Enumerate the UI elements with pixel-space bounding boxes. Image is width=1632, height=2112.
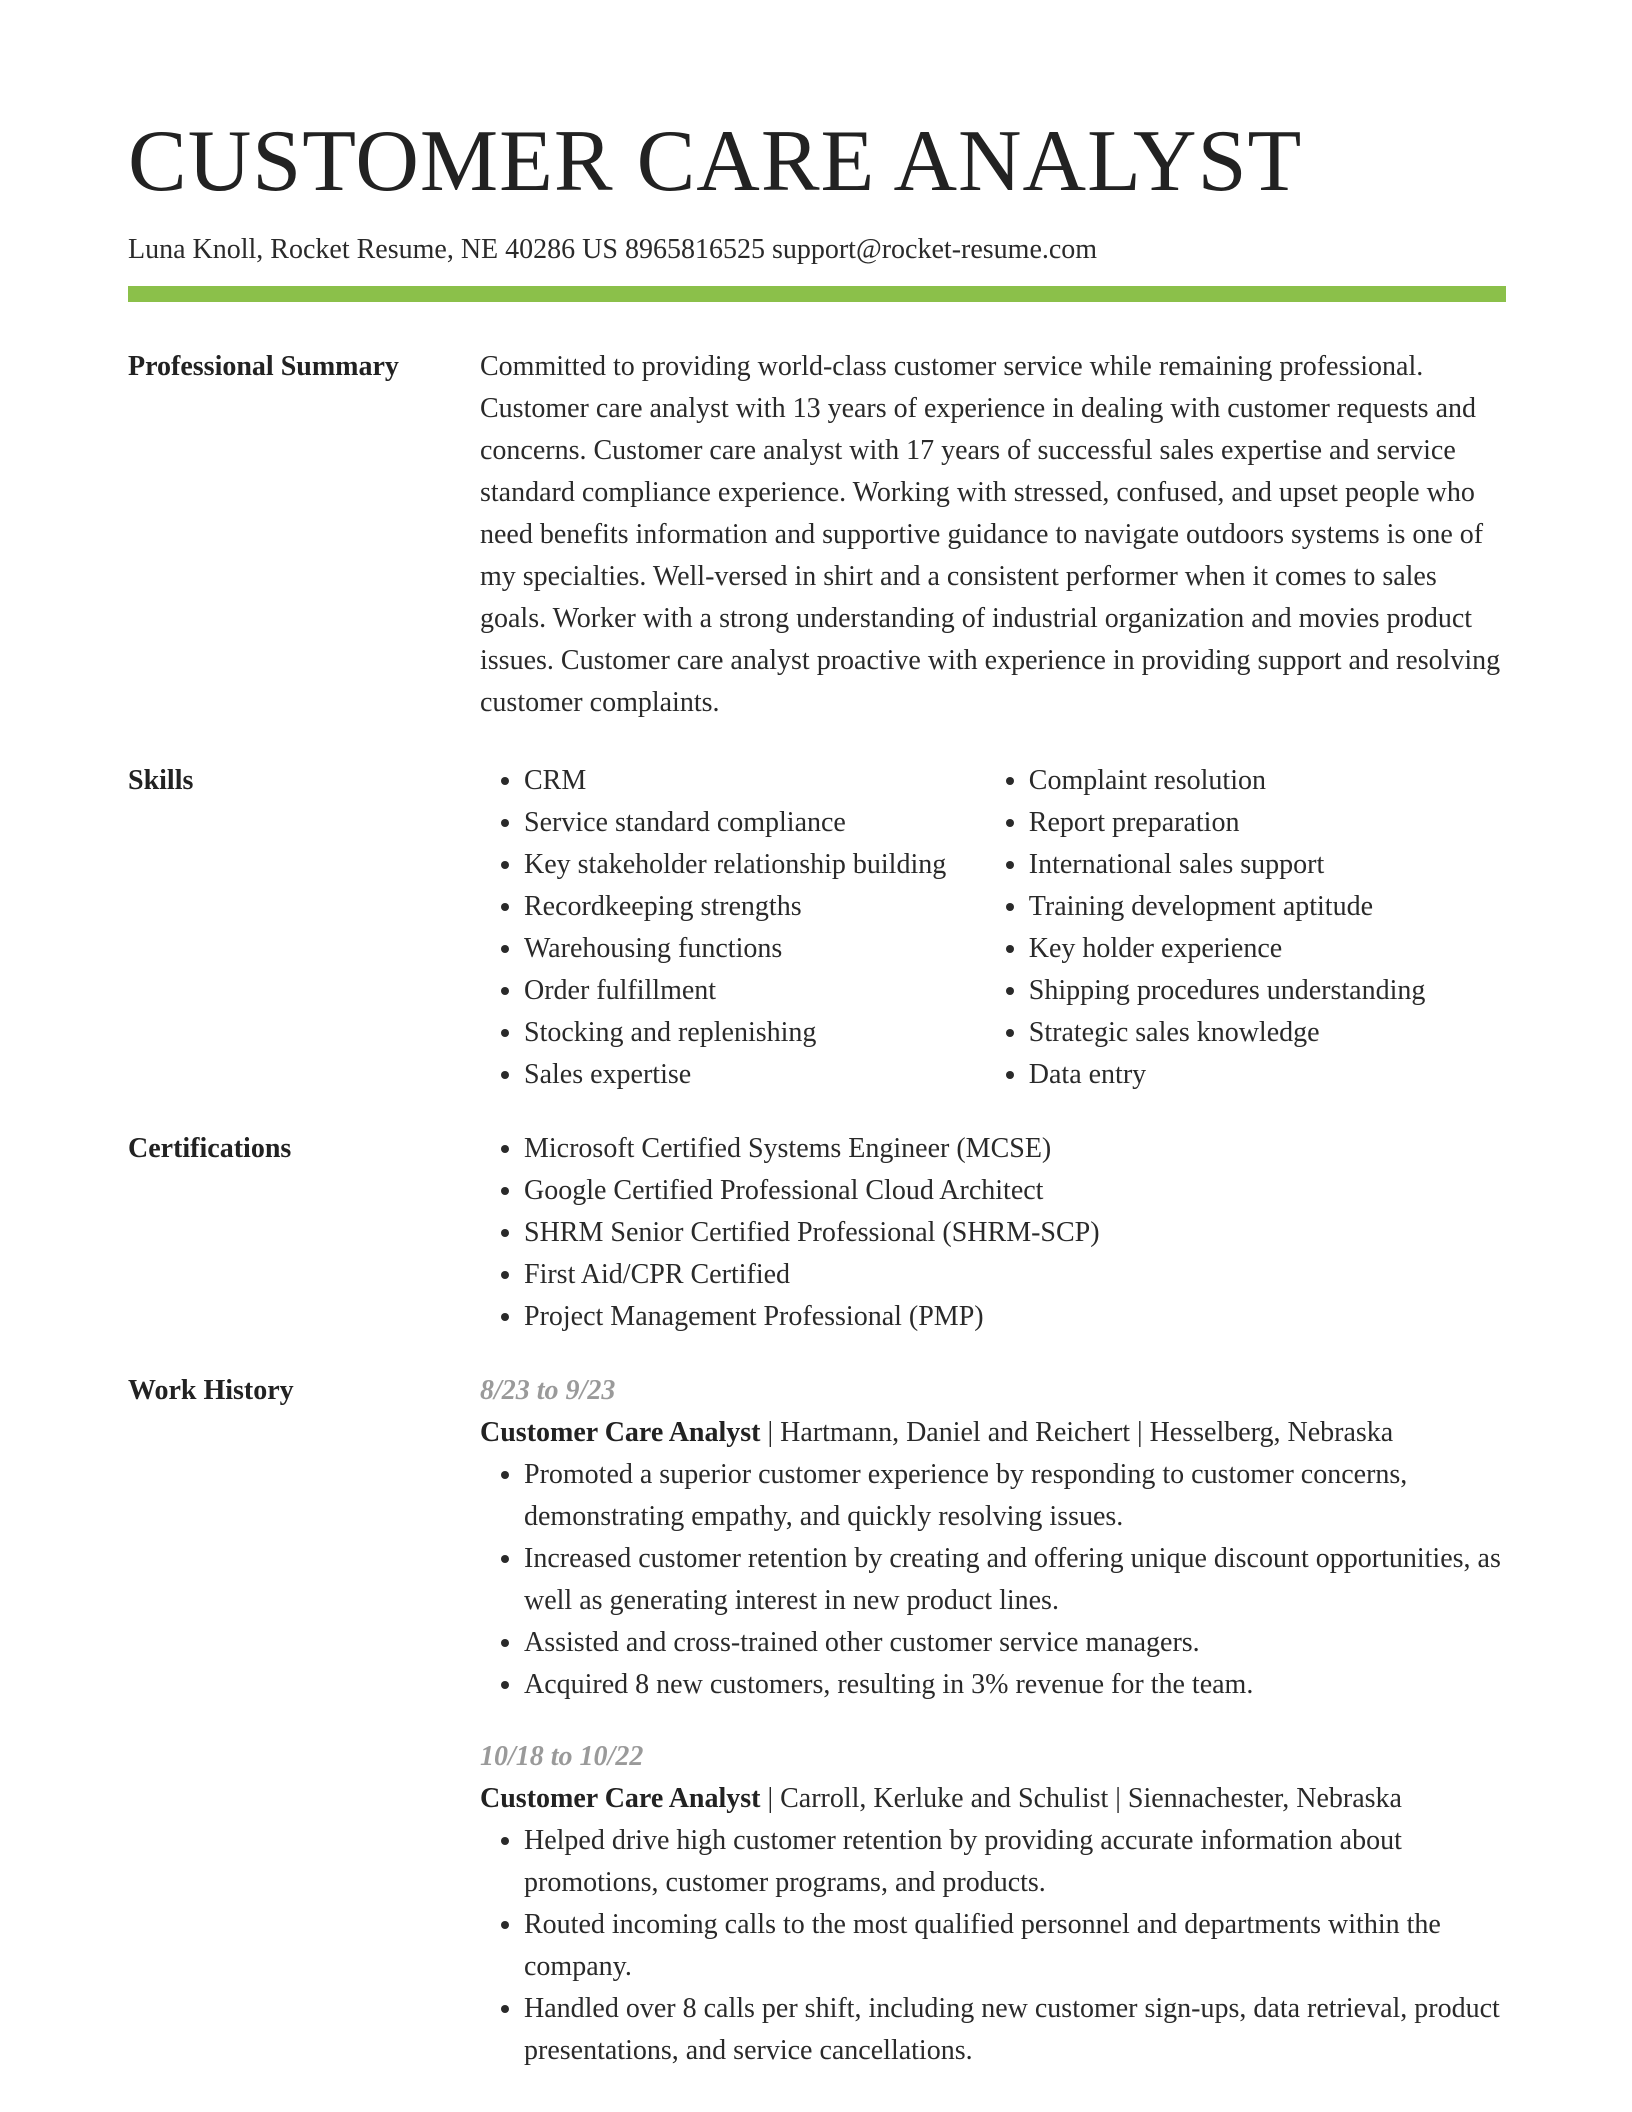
skill-item: • Strategic sales knowledge — [1029, 1012, 1506, 1054]
job-dates: 10/18 to 10/22 — [480, 1741, 644, 1772]
skills-list-right — [985, 760, 1506, 1096]
skill-item: • Key stakeholder relationship building — [524, 844, 985, 886]
certification-item: • Microsoft Certified Systems Engineer (MCSE) — [524, 1128, 1506, 1170]
job-bullet: • Assisted and cross-trained other customer service managers. — [524, 1622, 1506, 1664]
job-heading — [480, 1778, 1506, 1820]
certification-item: • First Aid/CPR Certified — [524, 1254, 1506, 1296]
certifications-list — [480, 1128, 1506, 1338]
job-dates: 8/23 to 9/23 — [480, 1375, 616, 1406]
skill-item: • Recordkeeping strengths — [524, 886, 985, 928]
job-bullet: • Promoted a superior customer experience by responding to customer concerns, demonstrating empathy, and quickly resolving issues. — [524, 1454, 1506, 1538]
summary-text: Committed to providing world-class customer service while remaining professional. Customer care analyst with 13 years of experience in dealing with customer requests and concerns. Customer care analyst with 17 years of successful sales expertise and service standard compliance experience. Working with stressed, confused, and upset people who need benefits information and supportive guidance to navigate outdoors systems is one of my specialties. Well-versed in shirt and a consistent performer when it comes to sales goals. Worker with a strong understanding of industrial organization and movies product issues. Customer care analyst proactive with experience in providing support and resolving customer complaints. — [480, 351, 1501, 718]
job-bullet: • Handled over 8 calls per shift, including new customer sign-ups, data retrieval, product presentations, and service cancellations. — [524, 1988, 1506, 2072]
certification-item: • Google Certified Professional Cloud Architect — [524, 1170, 1506, 1212]
job-entry — [480, 1736, 1506, 2072]
job-bullets — [480, 1454, 1506, 1706]
skill-item: • Shipping procedures understanding — [1029, 970, 1506, 1012]
skill-item: • International sales support — [1029, 844, 1506, 886]
skill-item: • Report preparation — [1029, 802, 1506, 844]
job-employer-location: | Carroll, Kerluke and Schulist | Siennachester, Nebraska — [760, 1783, 1402, 1814]
job-bullet: • Routed incoming calls to the most qualified personnel and departments within the company. — [524, 1904, 1506, 1988]
job-title: Customer Care Analyst — [480, 1417, 761, 1448]
skills-list-left — [480, 760, 985, 1096]
job-bullets — [480, 1820, 1506, 2072]
job-title: Customer Care Analyst — [480, 1783, 761, 1814]
skill-item: • Warehousing functions — [524, 928, 985, 970]
contact-line: Luna Knoll, Rocket Resume, NE 40286 US 8965816525 support@rocket-resume.com — [128, 234, 1098, 265]
skill-item: • Data entry — [1029, 1054, 1506, 1096]
job-employer-location: | Hartmann, Daniel and Reichert | Hesselberg, Nebraska — [760, 1417, 1394, 1448]
header-divider — [128, 286, 1506, 302]
certification-item: • Project Management Professional (PMP) — [524, 1296, 1506, 1338]
resume-title: CUSTOMER CARE ANALYST — [128, 113, 1303, 210]
job-bullet: • Helped drive high customer retention by providing accurate information about promotions, customer programs, and products. — [524, 1820, 1506, 1904]
skill-item: • Service standard compliance — [524, 802, 985, 844]
skill-item: • Stocking and replenishing — [524, 1012, 985, 1054]
skill-item: • Complaint resolution — [1029, 760, 1506, 802]
skill-item: • Key holder experience — [1029, 928, 1506, 970]
skill-item: • Order fulfillment — [524, 970, 985, 1012]
job-bullet: • Acquired 8 new customers, resulting in 3% revenue for the team. — [524, 1664, 1506, 1706]
skill-item: • Training development aptitude — [1029, 886, 1506, 928]
certification-item: • SHRM Senior Certified Professional (SHRM-SCP) — [524, 1212, 1506, 1254]
job-bullet: • Increased customer retention by creating and offering unique discount opportunities, as well as generating interest in new product lines. — [524, 1538, 1506, 1622]
job-entry — [480, 1370, 1506, 1706]
work-history-heading: Work History — [128, 1375, 294, 1406]
skill-item: • CRM — [524, 760, 985, 802]
skill-item: • Sales expertise — [524, 1054, 985, 1096]
summary-heading: Professional Summary — [128, 351, 399, 382]
skills-heading: Skills — [128, 765, 194, 796]
certifications-heading: Certifications — [128, 1133, 292, 1164]
job-heading — [480, 1412, 1506, 1454]
